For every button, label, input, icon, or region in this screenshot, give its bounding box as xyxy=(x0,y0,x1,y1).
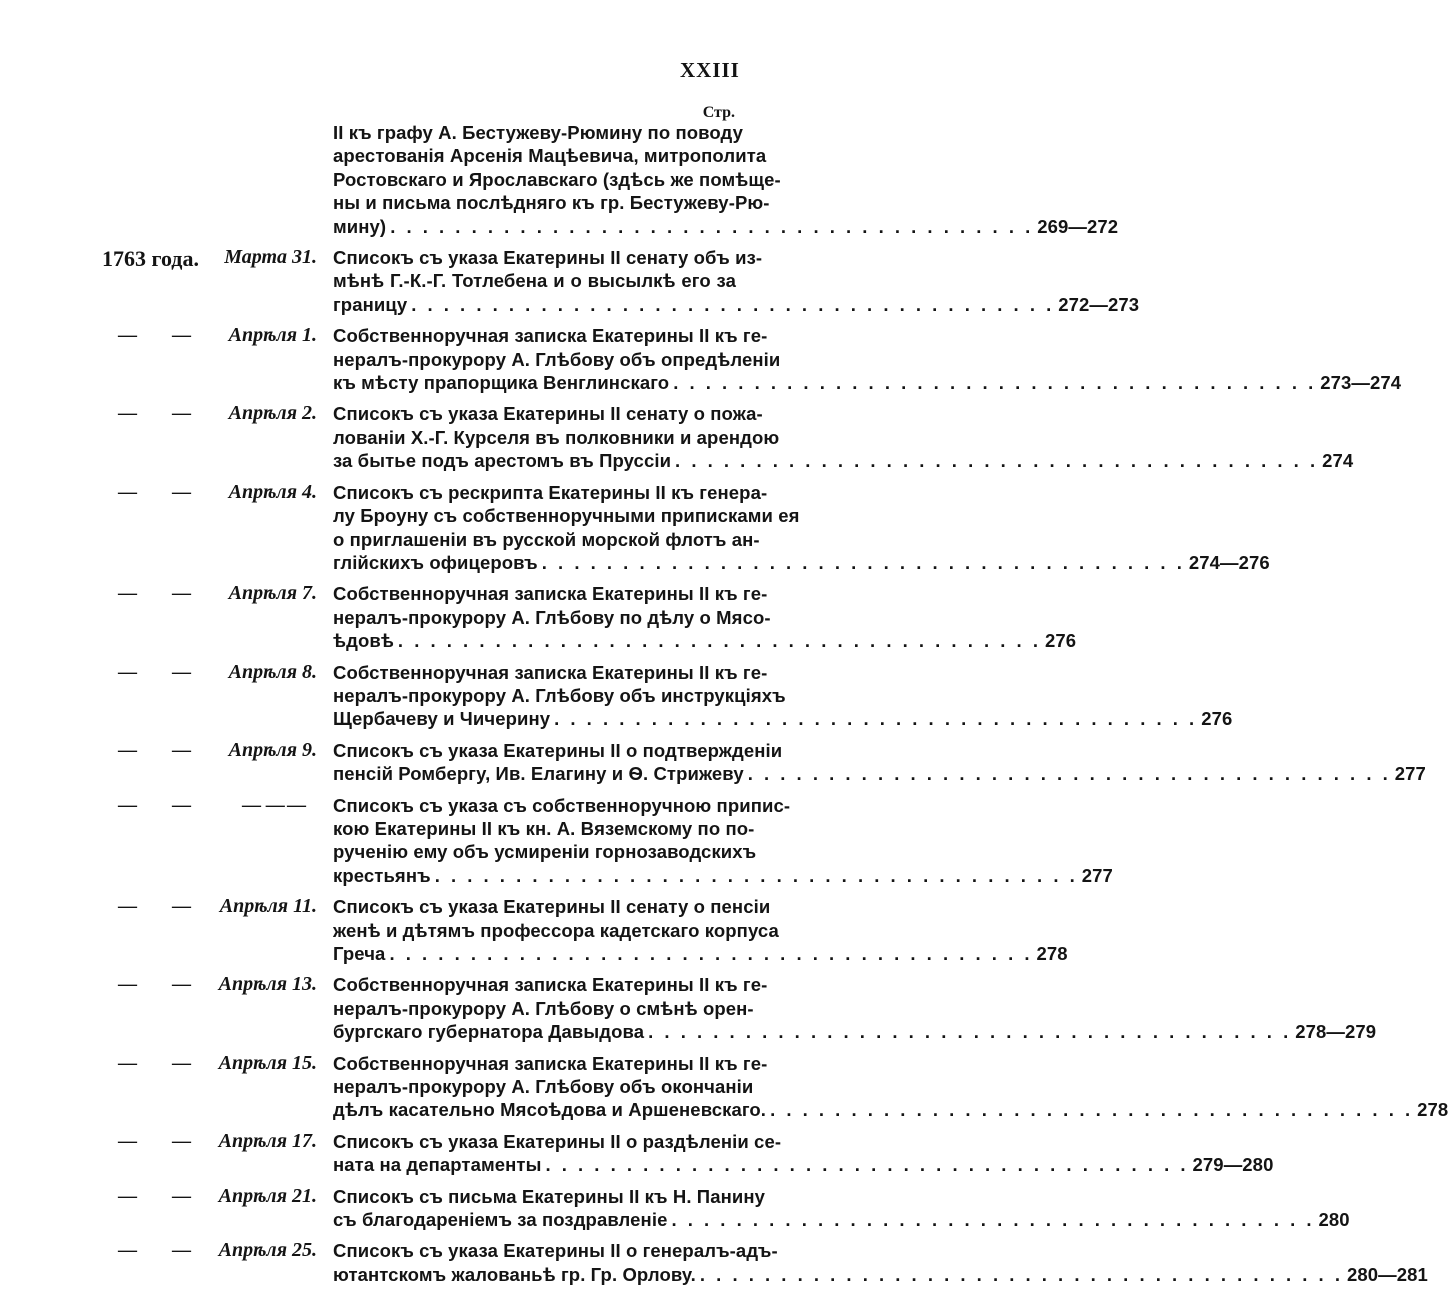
entry-text-line: Списокъ съ рескрипта Екатерины II къ генера- xyxy=(333,481,768,503)
entry-spacer xyxy=(0,1044,843,1052)
page-reference: 280 xyxy=(1318,1209,1350,1231)
entry-text-line: нералъ-прокурору А. Глѣбову о смѣнѣ орен- xyxy=(333,997,754,1019)
entry-last-line xyxy=(333,293,1140,316)
entry-text-line: Щербачеву и Чичерину xyxy=(333,708,551,730)
entry-date: Марта 31. xyxy=(224,246,317,269)
entry-text-line: за бытье подъ арестомъ въ Пруссіи xyxy=(333,450,672,472)
page-reference: 274—276 xyxy=(1188,551,1270,573)
entry-date: Апрѣля 11. xyxy=(219,895,317,918)
page-reference: 274 xyxy=(1322,450,1354,472)
entry-last-line xyxy=(333,629,1077,652)
entry-date: Апрѣля 8. xyxy=(228,660,317,683)
entry-description xyxy=(333,794,1113,888)
entry-description xyxy=(333,246,1140,316)
dot-leader: . . . . . . . . . . . . . . . . . . . . . . . . . . . . . . . . . . . . . . . . xyxy=(389,943,1033,964)
entry-spacer xyxy=(0,1286,843,1294)
toc-entry xyxy=(0,402,1354,472)
entry-text-line: женѣ и дѣтямъ профессора кадетскаго корпуса xyxy=(333,919,779,941)
entry-last-line xyxy=(333,551,1270,574)
entry-text-line: ны и письма послѣдняго къ гр. Бестужеву-Рю- xyxy=(333,192,770,214)
page-reference: 276 xyxy=(1044,630,1077,652)
dot-leader: . . . . . . . . . . . . . . . . . . . . . . . . . . . . . . . . . . . . . . . . xyxy=(545,1154,1189,1176)
toc-entry xyxy=(0,1239,1428,1286)
year-ditto-mark: — xyxy=(118,739,137,761)
dot-leader: . . . . . . . . . . . . . . . . . . . . . . . . . . . . . . . . . . . . . . . . xyxy=(673,372,1317,394)
entry-spacer xyxy=(0,473,843,481)
entry-date: Апрѣля 9. xyxy=(228,738,317,761)
entry-text-line: къ мѣсту прапорщика Венглинскаго xyxy=(333,372,670,394)
toc-entry xyxy=(0,660,1233,731)
entry-description xyxy=(333,121,1119,238)
entry-date: Апрѣля 15. xyxy=(218,1051,317,1074)
entry-date: Апрѣля 4. xyxy=(228,480,317,503)
page-reference: 272—273 xyxy=(1058,293,1140,315)
toc-entry xyxy=(0,246,1140,316)
entry-text-line: ната на департаменты xyxy=(333,1154,542,1176)
dot-leader: . . . . . . . . . . . . . . . . . . . . . . . . . . . . . . . . . . . . . . . . xyxy=(648,1021,1292,1043)
entry-text-line: Списокъ съ указа Екатерины II о генералъ-адъ- xyxy=(333,1240,778,1262)
entry-description xyxy=(333,1185,1350,1232)
page-reference: 278—279 xyxy=(1295,1021,1377,1043)
entry-spacer xyxy=(0,1231,843,1239)
dot-leader: . . . . . . . . . . . . . . . . . . . . . . . . . . . . . . . . . . . . . . . . xyxy=(671,1209,1315,1231)
year-ditto-mark: — xyxy=(118,583,137,605)
entry-text-line: ѣдовѣ xyxy=(333,630,394,652)
dot-leader: . . . . . . . . . . . . . . . . . . . . . . . . . . . . . . . . . . . . . . . . xyxy=(747,763,1391,785)
year-ditto-mark: — xyxy=(172,1185,191,1207)
year-ditto-mark: — xyxy=(172,896,191,918)
entry-text-line: рученію ему объ усмиреніи горнозаводскихъ xyxy=(333,841,757,863)
year-ditto-mark: — xyxy=(172,583,191,605)
page-reference: 280—281 xyxy=(1346,1263,1428,1285)
entry-date: Апрѣля 7. xyxy=(228,582,317,605)
year-ditto-mark: — xyxy=(118,1240,137,1262)
year-ditto-mark: — xyxy=(172,1052,191,1074)
entry-spacer xyxy=(0,394,843,402)
entry-description xyxy=(333,1130,1274,1177)
entry-text-line: границу xyxy=(333,293,408,315)
entry-last-line xyxy=(333,762,1426,785)
entry-text-line: Собственноручная записка Екатерины II къ ге- xyxy=(333,1052,768,1074)
year-ditto-mark: — xyxy=(118,325,137,347)
year-ditto-mark: — xyxy=(172,1240,191,1262)
entry-date: Апрѣля 13. xyxy=(218,973,317,996)
entry-date: Апрѣля 25. xyxy=(218,1239,317,1262)
entry-description xyxy=(333,1052,1448,1122)
entry-text-line: Списокъ съ письма Екатерины II къ Н. Панину xyxy=(333,1185,765,1207)
entry-last-line xyxy=(333,707,1233,730)
entry-last-line xyxy=(333,215,1119,238)
year-ditto-mark: — xyxy=(118,661,137,683)
entry-last-line xyxy=(333,864,1113,887)
entry-text-line: Списокъ съ указа Екатерины II сенату о пенсіи xyxy=(333,896,771,918)
entry-description xyxy=(333,1239,1428,1286)
entry-description xyxy=(333,324,1402,394)
year-ditto-mark: — xyxy=(118,481,137,503)
entry-text-line: Списокъ съ указа Екатерины II о подтвержденіи xyxy=(333,739,783,761)
entry-spacer xyxy=(0,316,843,324)
entry-spacer xyxy=(0,965,843,973)
entry-text-line: Собственноручная записка Екатерины II къ ге- xyxy=(333,325,768,347)
year-ditto-mark: — xyxy=(118,974,137,996)
page-column-label: Стр. xyxy=(702,104,735,121)
entry-text-line: нералъ-прокурору А. Глѣбову объ окончаніи xyxy=(333,1076,754,1098)
year-ditto-mark: — xyxy=(172,974,191,996)
date-ditto-mark: — xyxy=(287,794,306,816)
entry-text-line: арестованія Арсенія Мацѣевича, митрополита xyxy=(333,145,767,167)
toc-entry xyxy=(0,1129,1274,1177)
entry-text-line: Списокъ съ указа Екатерины II о раздѣленіи се- xyxy=(333,1130,782,1152)
entry-text-line: Собственноручная записка Екатерины II къ ге- xyxy=(333,974,768,996)
entry-text-line: кою Екатерины II къ кн. А. Вяземскому по по- xyxy=(333,817,755,839)
toc-entry xyxy=(0,794,1113,888)
entry-text-line: бургскаго губернатора Давыдова xyxy=(333,1021,645,1043)
year-ditto-mark: — xyxy=(172,325,191,347)
entry-description xyxy=(333,973,1377,1043)
dot-leader: . . . . . . . . . . . . . . . . . . . . . . . . . . . . . . . . . . . . . . . . xyxy=(411,293,1055,315)
entry-text-line: Списокъ съ указа Екатерины II сенату объ из- xyxy=(333,247,763,269)
page-reference: 276 xyxy=(1201,708,1233,730)
page-reference: 278 xyxy=(1417,1099,1448,1121)
entry-text-line: мину) xyxy=(333,215,387,237)
entry-text-line: крестьянъ xyxy=(333,864,431,886)
toc-entry xyxy=(0,1051,1448,1122)
entry-description xyxy=(333,582,1077,652)
entry-last-line xyxy=(333,1263,1428,1286)
entry-last-line xyxy=(333,1153,1274,1176)
page-reference: 277 xyxy=(1081,864,1113,886)
year-ditto-mark: — xyxy=(118,1185,137,1207)
entry-last-line xyxy=(333,1020,1377,1043)
year-ditto-mark: — xyxy=(172,403,191,425)
entry-text-line: лованіи Х.-Г. Курселя въ полковники и арендою xyxy=(333,426,780,448)
entry-last-line xyxy=(333,449,1354,472)
year-ditto-mark: — xyxy=(118,1052,137,1074)
entry-year: 1763 года. xyxy=(102,246,199,272)
dot-leader: . . . . . . . . . . . . . . . . . . . . . . . . . . . . . . . . . . . . . . . . xyxy=(541,551,1185,573)
entry-spacer xyxy=(0,238,843,246)
entry-date: Апрѣля 1. xyxy=(228,324,317,347)
dot-leader: . . . . . . . . . . . . . . . . . . . . . . . . . . . . . . . . . . . . . . . . xyxy=(397,630,1041,652)
entry-text-line: ютантскомъ жалованьѣ гр. Гр. Орлову. xyxy=(333,1263,696,1285)
entry-text-line: Списокъ съ указа Екатерины II сенату о пожа- xyxy=(333,403,763,425)
toc-entry xyxy=(0,973,1377,1043)
entry-text-line: II къ графу А. Бестужеву-Рюмину по поводу xyxy=(333,122,743,143)
entry-last-line xyxy=(333,942,1068,965)
entry-spacer xyxy=(0,653,843,661)
entry-description xyxy=(333,661,1233,731)
toc-entry xyxy=(0,324,1402,394)
page-reference: 277 xyxy=(1394,763,1426,785)
entry-text-line: о приглашеніи въ русской морской флотъ ан- xyxy=(333,528,760,550)
entry-text-line: мѣнѣ Г.-К.-Г. Тотлебена и о высылкѣ его за xyxy=(333,270,736,292)
toc-entry xyxy=(0,738,1426,786)
entry-spacer xyxy=(0,574,843,582)
entry-text-line: лу Броуну съ собственноручными приписками ея xyxy=(333,505,800,527)
page-reference: 279—280 xyxy=(1192,1154,1274,1176)
page-number: XXIII xyxy=(680,58,740,82)
entry-text-line: нералъ-прокурору А. Глѣбову объ опредѣленіи xyxy=(333,348,781,370)
entry-text-line: Ростовскаго и Ярославскаго (здѣсь же помѣще- xyxy=(333,168,781,190)
year-ditto-mark: — xyxy=(172,1130,191,1152)
entry-spacer xyxy=(0,786,843,794)
year-ditto-mark: — xyxy=(118,896,137,918)
year-ditto-mark: — xyxy=(172,481,191,503)
entry-text-line: нералъ-прокурору А. Глѣбову по дѣлу о Мясо- xyxy=(333,606,771,628)
entry-text-line: Греча xyxy=(333,943,386,964)
page-reference: 273—274 xyxy=(1320,372,1402,394)
toc-entry xyxy=(0,895,1068,965)
year-ditto-mark: — xyxy=(118,403,137,425)
entry-date: Апрѣля 17. xyxy=(218,1129,317,1152)
entry-text-line: нералъ-прокурору А. Глѣбову объ инструкціяхъ xyxy=(333,684,786,706)
year-ditto-mark: — xyxy=(172,739,191,761)
dot-leader: . . . . . . . . . . . . . . . . . . . . . . . . . . . . . . . . . . . . . . . . xyxy=(390,215,1034,237)
entry-spacer xyxy=(0,731,843,739)
entry-description xyxy=(333,895,1068,965)
toc-entry xyxy=(0,1184,1350,1232)
entry-last-line xyxy=(333,371,1402,394)
toc-entry xyxy=(0,121,1119,238)
entry-text-line: пенсій Ромбергу, Ив. Елагину и Ѳ. Стрижеву xyxy=(333,763,744,785)
entry-description xyxy=(333,402,1354,472)
entry-text-line: Собственноручная записка Екатерины II къ ге- xyxy=(333,583,768,605)
year-ditto-mark: — xyxy=(172,794,191,816)
page-reference: 269—272 xyxy=(1037,215,1119,237)
year-ditto-mark: — xyxy=(118,794,137,816)
date-ditto-mark: — — xyxy=(242,794,285,816)
dot-leader: . . . . . . . . . . . . . . . . . . . . . . . . . . . . . . . . . . . . . . . . xyxy=(770,1099,1414,1121)
table-of-contents xyxy=(0,121,1448,1294)
entry-last-line xyxy=(333,1208,1350,1231)
entry-last-line xyxy=(333,1098,1448,1121)
entry-text-line: Списокъ съ указа съ собственноручною припис- xyxy=(333,794,791,816)
page-reference: 278 xyxy=(1036,943,1068,964)
entry-spacer xyxy=(0,887,843,895)
year-ditto-mark: — xyxy=(118,1130,137,1152)
entry-text-line: съ благодареніемъ за поздравленіе xyxy=(333,1209,668,1231)
toc-entry xyxy=(0,480,1270,575)
entry-date: Апрѣля 21. xyxy=(218,1184,317,1207)
dot-leader: . . . . . . . . . . . . . . . . . . . . . . . . . . . . . . . . . . . . . . . . xyxy=(699,1263,1343,1285)
toc-entry xyxy=(0,582,1077,652)
entry-description xyxy=(333,739,1426,786)
entry-date: Апрѣля 2. xyxy=(228,402,317,425)
entry-text-line: глійскихъ офицеровъ xyxy=(333,551,538,573)
year-ditto-mark: — xyxy=(172,661,191,683)
dot-leader: . . . . . . . . . . . . . . . . . . . . . . . . . . . . . . . . . . . . . . . . xyxy=(554,708,1198,730)
dot-leader: . . . . . . . . . . . . . . . . . . . . . . . . . . . . . . . . . . . . . . . . xyxy=(434,864,1078,886)
entry-spacer xyxy=(0,1122,843,1130)
entry-spacer xyxy=(0,1177,843,1185)
entry-text-line: Собственноручная записка Екатерины II къ ге- xyxy=(333,661,768,683)
entry-text-line: дѣлъ касательно Мясоѣдова и Аршеневскаго. xyxy=(333,1099,767,1121)
entry-description xyxy=(333,481,1270,575)
dot-leader: . . . . . . . . . . . . . . . . . . . . . . . . . . . . . . . . . . . . . . . . xyxy=(675,450,1319,472)
